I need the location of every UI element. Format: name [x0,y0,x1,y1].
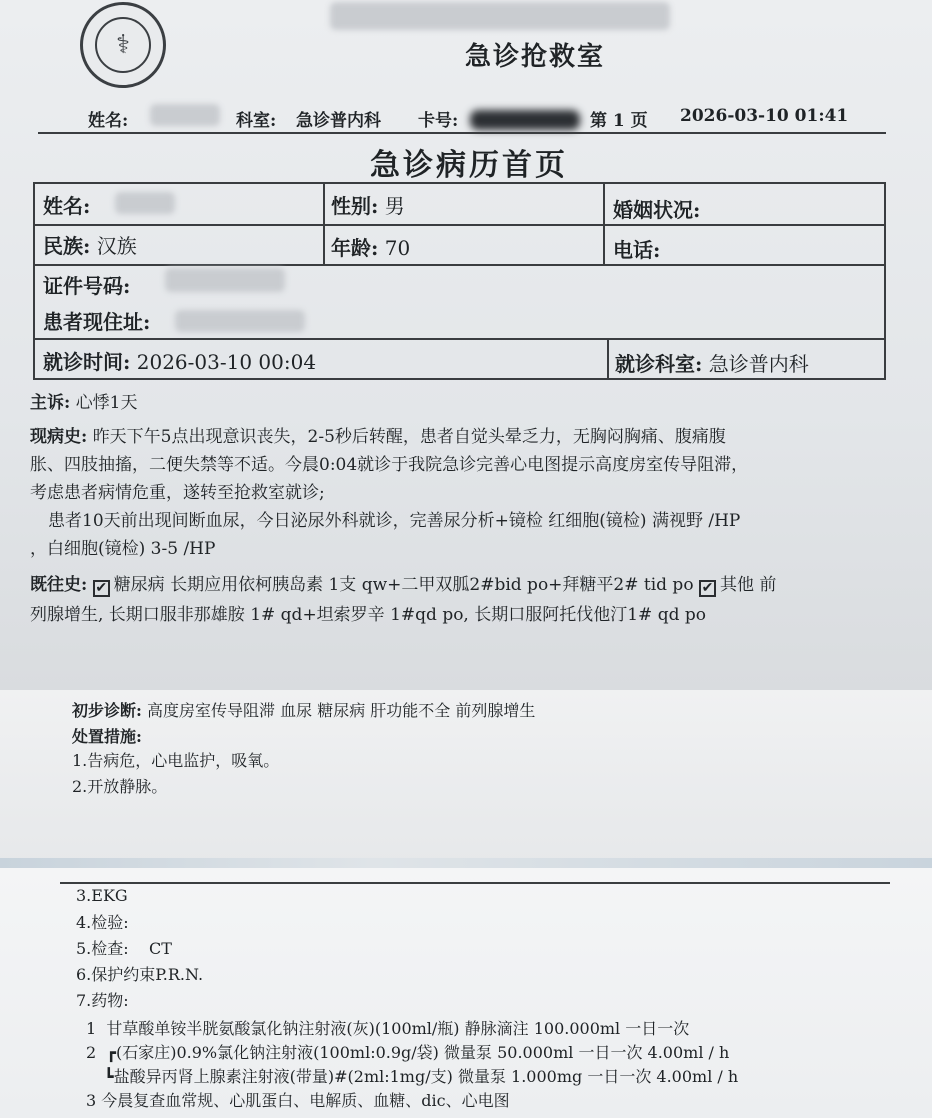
record-page-middle [0,690,932,868]
drug-1-text: 甘草酸单铵半胱氨酸氯化钠注射液(灰)(100ml/瓶) 静脉滴注 100.000ml 一日一次 [106,1019,690,1038]
gender-label: 性别: [331,194,379,218]
present-illness-label: 现病史: [30,427,88,447]
present-illness-line4: 患者10天前出现间断血尿，今日泌尿外科就诊，完善尿分析+镜检 红细胞(镜检) 满视野 /HP [48,511,741,531]
address-label: 患者现住址: [43,310,151,334]
other-checkbox: ✔ [699,580,716,597]
redacted-address [175,310,305,332]
past-history-label: 既往史: [30,575,88,595]
redacted-patient-name [115,192,175,214]
patient-info-table [33,182,886,380]
past-history-line2: 列腺增生, 长期口服非那雄胺 1# qd+坦索罗辛 1#qd po, 长期口服阿托伐他汀1# qd po [30,605,706,625]
ethnicity-label: 民族: [43,234,91,258]
order-exam-value: CT [149,939,172,958]
patient-name-label: 姓名: [43,194,91,218]
hospital-seal-icon: ⚕ [80,2,166,88]
redacted-card-number [470,110,580,130]
header-print-time: 2026-03-10 01:41 [680,106,849,126]
present-illness-line5: ，白细胞(镜检) 3-5 /HP [30,539,216,559]
visit-dept-label: 就诊科室: [615,352,703,376]
drug-1-number: 1 [86,1019,97,1038]
treatment-item-2: 2.开放静脉。 [72,777,168,796]
redacted-name [150,104,220,126]
past-history-other: 其他 前 [719,575,777,595]
present-illness-line1: 昨天下午5点出现意识丧失，2-5秒后转醒，患者自觉头晕乏力，无胸闷胸痛、腹痛腹 [92,427,726,447]
redacted-hospital-name [330,2,670,30]
diabetes-checkbox: ✔ [93,580,110,597]
header-dept-value: 急诊普内科 [296,111,381,131]
phone-label: 电话: [613,238,661,262]
header-dept-label: 科室: [236,111,277,131]
id-number-label: 证件号码: [43,274,131,298]
gender-value: 男 [384,194,405,218]
treatment-label: 处置措施: [72,727,142,746]
drug-2-number: 2 [86,1043,97,1062]
header-page-number: 第 1 页 [590,111,648,131]
order-item-ekg: 3.EKG [76,886,128,905]
drug-3-text: ┗盐酸异丙肾上腺素注射液(带量)#(2ml:1mg/支) 微量泵 1.000mg 一日一次 4.00ml / h [104,1067,739,1086]
order-item-drugs: 7.药物: [76,991,129,1010]
drug-2-text: ┏(石家庄)0.9%氯化钠注射液(100ml:0.9g/袋) 微量泵 50.000ml 一日一次 4.00ml / h [106,1043,730,1062]
visit-time-value: 2026-03-10 00:04 [136,350,317,374]
redacted-id-number [165,268,285,292]
ethnicity-value: 汉族 [96,234,137,258]
order-item-exam: 5.检查: [76,939,129,958]
order-item-restraint: 6.保护约束P.R.N. [76,965,204,984]
header-name-label: 姓名: [88,111,129,131]
visit-dept-value: 急诊普内科 [708,352,809,376]
diagnosis-text: 高度房室传导阻滞 血尿 糖尿病 肝功能不全 前列腺增生 [147,701,536,720]
order-recheck: 3 今晨复查血常规、心肌蛋白、电解质、血糖、dic、心电图 [86,1091,510,1110]
visit-time-label: 就诊时间: [43,350,131,374]
chief-complaint-label: 主诉: [30,393,71,413]
present-illness-line2: 胀、四肢抽搐，二便失禁等不适。今晨0:04就诊于我院急诊完善心电图提示高度房室传导阻滞， [30,455,749,475]
order-item-lab: 4.检验: [76,913,129,932]
header-divider [38,132,886,134]
chief-complaint-text: 心悸1天 [75,393,138,413]
marital-status-label: 婚姻状况: [613,198,701,222]
present-illness-line3: 考虑患者病情危重，遂转至抢救室就诊; [30,483,325,503]
page-title: 急诊病历首页 [370,148,568,183]
diagnosis-label: 初步诊断: [72,701,142,720]
record-page-bottom [0,868,932,1118]
hospital-department-title: 急诊抢救室 [465,42,606,72]
age-label: 年龄: [331,236,379,260]
past-history-line1: 糖尿病 长期应用依柯胰岛素 1支 qw+二甲双胍2#bid po+拜糖平2# tid po [113,575,694,595]
treatment-item-1: 1.告病危，心电监护，吸氧。 [72,751,280,770]
age-value: 70 [384,236,411,260]
header-card-label: 卡号: [418,111,459,131]
